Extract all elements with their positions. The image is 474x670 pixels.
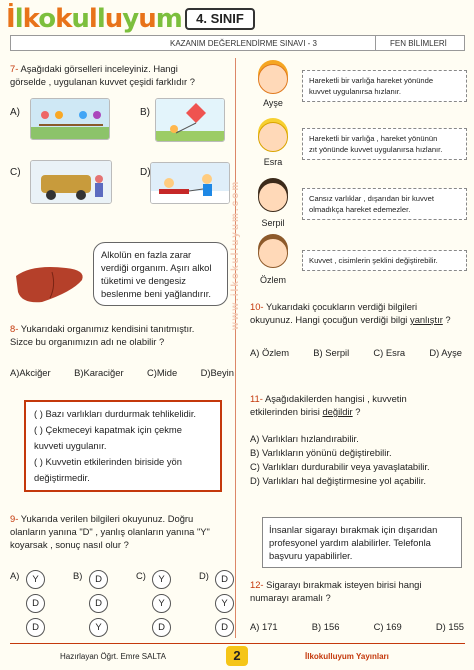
answer-circle: D <box>215 570 234 589</box>
option-a[interactable]: A) 171 <box>250 621 278 632</box>
statement: ( ) Çekmeceyi kapatmak için çekme <box>34 424 182 435</box>
option-c[interactable]: C) Esra <box>373 347 406 358</box>
page-number: 2 <box>226 646 248 666</box>
question-text: etkilerinden birisi <box>250 406 323 417</box>
kite-image <box>155 98 225 142</box>
answer-circle: D <box>26 618 45 637</box>
question-number: 12- <box>250 579 264 590</box>
question-12 <box>250 578 470 604</box>
exam-title: KAZANIM DEĞERLENDİRME SINAVI - 3 <box>170 39 317 48</box>
organ-speech-bubble <box>93 242 228 306</box>
bubble-line: verdiği organım. Aşırı alkol <box>101 262 212 273</box>
info-line: başvuru yapabilirler. <box>269 550 353 561</box>
info-box <box>262 517 462 568</box>
bubble-line: tüketimi ve dengesiz <box>101 275 186 286</box>
question-text: koyarsak , sonuç nasıl olur ? <box>10 539 129 550</box>
option-b[interactable]: B) 156 <box>311 621 340 632</box>
option-label: D) <box>199 570 209 581</box>
question-number: 8- <box>10 323 19 334</box>
question-text: Yukarıdaki organımız kendisini tanıtmıştır. <box>20 323 195 334</box>
statement-line: Cansız varlıklar , dışarıdan bir kuvvet <box>309 194 434 203</box>
pushing-car-image <box>30 160 112 204</box>
option-label: B) <box>73 570 83 581</box>
emphasis-text: yanlıştır <box>410 314 443 325</box>
option-c[interactable]: C) 169 <box>373 621 402 632</box>
serpil-avatar <box>258 182 288 212</box>
sled-image <box>150 162 230 204</box>
option-d[interactable] <box>199 570 234 637</box>
option-b[interactable]: B)Karaciğer <box>74 367 124 378</box>
kid-statement-box <box>302 70 467 102</box>
option-a[interactable]: A) Özlem <box>250 347 290 358</box>
question-number: 11- <box>250 393 263 404</box>
ozlem-avatar <box>258 238 288 268</box>
info-line: İnsanlar sigarayı bırakmak için dışarıdan <box>269 524 438 535</box>
bubble-line: Alkolün en fazla zarar <box>101 249 192 260</box>
footer-divider <box>10 643 465 644</box>
option-a-label: A) <box>10 107 20 118</box>
q10-options <box>250 347 462 358</box>
option-d-label: D) <box>140 167 151 178</box>
option-c-label: C) <box>10 167 21 178</box>
logo: İlkokulluyum <box>6 4 182 34</box>
answer-circle: Y <box>152 570 171 589</box>
header-divider <box>375 35 376 51</box>
question-text: Aşağıdaki görselleri inceleyiniz. Hangi <box>20 63 178 74</box>
answer-circle: D <box>26 594 45 613</box>
emphasis-text: değildir <box>322 406 353 417</box>
bubble-line: beslenme beni yağlandırır. <box>101 288 211 299</box>
question-text: Yukarıdaki çocukların verdiği bilgileri <box>266 301 418 312</box>
kid-name: Esra <box>263 157 283 167</box>
question-text: Sigarayı bırakmak isteyen birisi hangi <box>266 579 422 590</box>
esra-avatar <box>258 122 288 152</box>
statements-box <box>24 400 222 492</box>
question-text: olanların yanına "D" , yanlış olanların yanına "Y" <box>10 526 210 537</box>
statement: değiştirmedir. <box>34 472 90 483</box>
statement-line: Kuvvet , cisimlerin şeklini değiştirebilir. <box>309 256 438 265</box>
subject-label: FEN BİLİMLERİ <box>390 39 447 48</box>
option-d[interactable]: D) Ayşe <box>429 347 462 358</box>
answer-circle: Y <box>26 570 45 589</box>
answer-circle: Y <box>152 594 171 613</box>
statement-line: kuvvet uygulanırsa hızlanır. <box>309 87 402 96</box>
q9-options <box>10 570 234 637</box>
question-text: okuyunuz. Hangi çocuğun verdiği bilgi <box>250 314 410 325</box>
q12-options <box>250 621 464 632</box>
statement: kuvveti uygulanır. <box>34 440 107 451</box>
question-text: ? <box>352 406 361 417</box>
statement-line: zıt yönünde kuvvet uygulanırsa hızlanır. <box>309 145 443 154</box>
statement-line: Hareketli bir varlığa , hareket yönünün <box>309 134 438 143</box>
grade-badge: 4. SINIF <box>185 8 255 30</box>
answer-circle: D <box>89 570 108 589</box>
kid-name: Özlem <box>259 275 286 285</box>
author: Hazırlayan Öğrt. Emre SALTA <box>60 652 166 661</box>
question-text: numarayı aramalı ? <box>250 592 331 603</box>
statement: ( ) Kuvvetin etkilerinden biriside yön <box>34 456 182 467</box>
q11-options <box>250 432 470 488</box>
answer-circle: D <box>215 618 234 637</box>
option-b[interactable]: B) Varlıkların yönünü değiştirebilir. <box>250 447 392 458</box>
question-10 <box>250 300 470 326</box>
q8-options <box>10 367 234 378</box>
answer-circle: D <box>89 594 108 613</box>
answer-circle: Y <box>215 594 234 613</box>
option-c[interactable]: C)Mide <box>146 367 178 378</box>
kid-name: Ayşe <box>263 98 283 108</box>
question-text: Yukarıda verilen bilgileri okuyunuz. Doğru <box>20 513 194 524</box>
option-b[interactable]: B) Serpil <box>313 347 350 358</box>
answer-circle: Y <box>89 618 108 637</box>
question-7 <box>10 62 230 88</box>
option-a[interactable] <box>10 570 45 637</box>
kid-statement-box <box>302 250 467 271</box>
question-text: Aşağıdakilerden hangisi , kuvvetin <box>264 393 407 404</box>
watermark: www.ilkokulluyum.com <box>230 179 241 330</box>
option-c[interactable] <box>136 570 171 637</box>
kid-statement-box <box>302 188 467 220</box>
question-text: Sizce bu organımızın adı ne olabilir ? <box>10 336 165 347</box>
statement-line: Hareketli bir varlığa hareket yönünde <box>309 76 434 85</box>
publisher: İlkokulluyum Yayınları <box>305 652 389 661</box>
kid-name: Serpil <box>261 218 285 228</box>
option-b-label: B) <box>140 107 150 118</box>
option-label: A) <box>10 570 20 581</box>
kid-statement-box <box>302 128 467 160</box>
statement-line: olmadıkça hareket edemezler. <box>309 205 411 214</box>
ayse-avatar <box>258 64 288 94</box>
column-divider <box>235 58 236 638</box>
question-number: 7- <box>10 63 19 74</box>
statement: ( ) Bazı varlıkları durdurmak tehlikelidir. <box>34 408 197 419</box>
option-c[interactable]: C) Varlıkları durdurabilir veya yavaşlatabilir. <box>250 461 430 472</box>
option-d[interactable]: D) 155 <box>435 621 464 632</box>
question-number: 10- <box>250 301 264 312</box>
question-9 <box>10 512 234 551</box>
option-a[interactable]: A) Varlıkları hızlandırabilir. <box>250 433 359 444</box>
answer-circle: D <box>152 618 171 637</box>
question-8 <box>10 322 230 348</box>
question-text: görselde , uygulanan kuvvet çeşidi farklıdır ? <box>10 76 195 87</box>
option-d[interactable]: D) Varlıkları hal değiştirmesine yol açabilir. <box>250 475 426 486</box>
liver-image <box>12 262 88 308</box>
tug-of-war-image <box>30 98 110 140</box>
option-a[interactable]: A)Akciğer <box>10 367 51 378</box>
question-11 <box>250 392 470 418</box>
option-label: C) <box>136 570 146 581</box>
option-b[interactable] <box>73 570 108 637</box>
option-d[interactable]: D)Beyin <box>200 367 234 378</box>
question-number: 9- <box>10 513 19 524</box>
info-line: profesyonel yardım alabilirler. Telefonla <box>269 537 431 548</box>
question-text: ? <box>442 314 451 325</box>
